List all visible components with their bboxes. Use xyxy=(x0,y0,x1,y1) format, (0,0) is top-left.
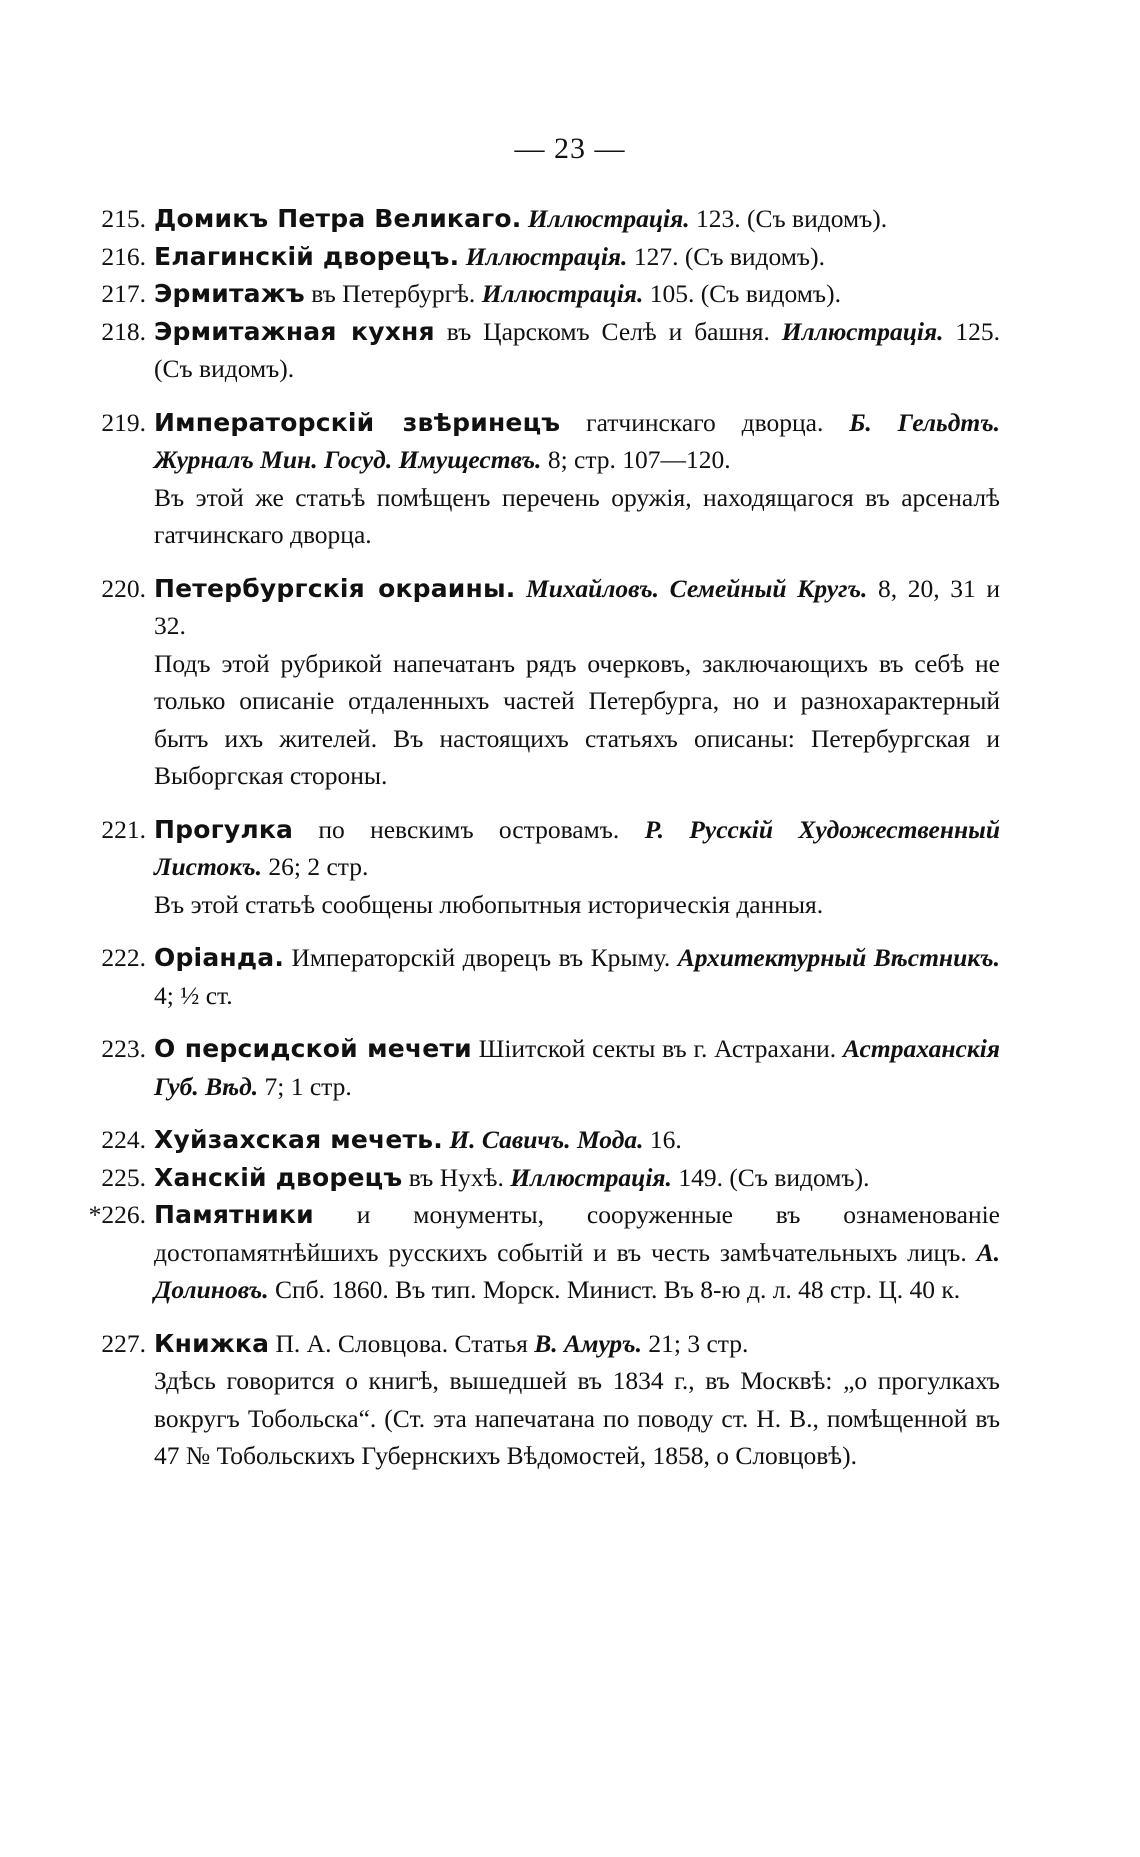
entry-number: 218. xyxy=(101,316,146,346)
entry-subject: Императорскій дворецъ въ Крыму. xyxy=(291,943,671,972)
entry-source: Иллюстрація. xyxy=(465,241,628,271)
entry-number: 224. xyxy=(101,1125,146,1154)
entry-216 xyxy=(80,238,1000,276)
entry-heading: Эрмитажъ xyxy=(154,279,305,308)
entry-heading: Елагинскій дворецъ. xyxy=(154,241,460,271)
entry-number: 225. xyxy=(101,1162,146,1192)
entry-subject: въ Нухѣ. xyxy=(408,1162,504,1192)
entry-heading: Домикъ Петра Великаго. xyxy=(154,204,522,233)
entry-heading: Книжка xyxy=(154,1328,270,1358)
entry-number: 219. xyxy=(101,407,146,437)
entry-details: 16. xyxy=(649,1125,682,1154)
entry-number: 217. xyxy=(101,279,146,308)
entry-215 xyxy=(80,200,1000,238)
entry-number: 223. xyxy=(101,1034,146,1063)
entry-224 xyxy=(80,1121,1000,1159)
entry-source: Астраханскія Губ. Вѣд. xyxy=(154,1034,1000,1101)
entry-source: Михайловъ. Семейный Кругъ. xyxy=(526,573,868,603)
entry-222 xyxy=(80,939,1000,1014)
entry-221 xyxy=(80,811,1000,924)
entry-heading: Эрмитажная кухня xyxy=(154,316,435,346)
entry-source: Иллюстрація. xyxy=(527,204,690,233)
entry-number: 215. xyxy=(101,204,146,233)
entry-220 xyxy=(80,570,1000,795)
entry-details: 8, 20, 31 и 32. xyxy=(154,573,1001,640)
entry-source: Архитектурный Вѣстникъ. xyxy=(677,943,1000,972)
entry-details: 21; 3 стр. xyxy=(648,1328,749,1358)
entry-227 xyxy=(80,1325,1000,1475)
entry-heading: Ханскій дворецъ xyxy=(154,1162,403,1192)
entry-subject: П. А. Словцова. Статья xyxy=(275,1328,528,1358)
entry-number: 221. xyxy=(101,814,146,844)
entry-subject: по невскимъ островамъ. xyxy=(318,814,620,844)
entry-subject: въ Петербургѣ. xyxy=(311,279,476,308)
entry-annotation: Здѣсь говорится о книгѣ, вышедшей въ 1834 г., въ Москвѣ: „о прогулкахъ вокругъ Тобольска“. (Ст. эта напечатана по поводу ст. Н. В., помѣщенной въ 47 № Тобольскихъ Губернскихъ Вѣдомостей, 1858, о Словцовѣ). xyxy=(154,1366,1000,1470)
entry-source: Иллюстрація. xyxy=(510,1162,672,1192)
entry-details: 4; ½ ст. xyxy=(154,980,233,1010)
entry-heading: Прогулка xyxy=(154,814,294,844)
entry-225 xyxy=(80,1159,1000,1197)
entry-subject: гатчинскаго дворца. xyxy=(586,407,824,437)
entry-details: 105. (Съ видомъ). xyxy=(649,279,841,308)
entry-source: Р. Русскій Художественный Листокъ. xyxy=(154,814,1001,881)
entry-heading: О персидской мечети xyxy=(154,1034,472,1063)
entry-217 xyxy=(80,275,1000,313)
entry-details: 127. (Съ видомъ). xyxy=(633,241,825,271)
entry-number: 227. xyxy=(101,1328,146,1358)
entry-number: *226. xyxy=(88,1200,146,1229)
entry-source: И. Савичъ. Мода. xyxy=(449,1125,644,1154)
entry-226 xyxy=(80,1196,1000,1309)
entry-218 xyxy=(80,313,1000,388)
entry-source: Б. Гельдтъ. Журналъ Мин. Госуд. Имуществъ. xyxy=(154,407,1001,474)
entry-heading: Императорскій звѣринецъ xyxy=(154,407,561,437)
entry-subject: Шіитской секты въ г. Астрахани. xyxy=(478,1034,837,1063)
bibliography-list xyxy=(80,200,1000,1475)
entry-details: Спб. 1860. Въ тип. Морск. Минист. Въ 8-ю д. л. 48 стр. Ц. 40 к. xyxy=(274,1275,961,1304)
entry-subject: въ Царскомъ Селѣ и башня. xyxy=(446,316,770,346)
entry-annotation: Въ этой же статьѣ помѣщенъ перечень оружія, находящагося въ арсеналѣ гатчинскаго дворца. xyxy=(154,482,1000,549)
page-number: — 23 — xyxy=(514,132,626,165)
entry-details: 123. (Съ видомъ). xyxy=(695,204,888,233)
entry-annotation: Въ этой статьѣ сообщены любопытныя историческія данныя. xyxy=(154,889,824,919)
entry-number: 216. xyxy=(101,241,146,271)
entry-details: 8; стр. 107—120. xyxy=(547,445,731,474)
entry-source: А. Долиновъ. xyxy=(154,1237,1001,1304)
entry-source: Иллюстрація. xyxy=(481,279,644,308)
entry-heading: Памятники xyxy=(154,1200,314,1229)
entry-annotation: Подъ этой рубрикой напечатанъ рядъ очерковъ, заключающихъ въ себѣ не только описаніе отдаленныхъ частей Петербурга, но и разнохарактерный бытъ ихъ жителей. Въ настоящихъ статьяхъ описаны: Петербургская и Выборгская стороны. xyxy=(154,648,1000,790)
entry-details: 125. (Съ видомъ). xyxy=(154,316,1001,383)
entry-details: 26; 2 стр. xyxy=(268,852,369,881)
entry-219 xyxy=(80,404,1000,554)
entry-details: 149. (Съ видомъ). xyxy=(678,1162,870,1192)
entry-source: Иллюстрація. xyxy=(781,316,944,346)
entry-heading: Хуйзахская мечеть. xyxy=(154,1125,443,1154)
entry-number: 220. xyxy=(101,573,146,603)
entry-number: 222. xyxy=(101,943,146,972)
entry-subject: и монументы, сооруженные въ ознаменованіе достопамятнѣйшихъ русскихъ событій и въ честь замѣчательныхъ лицъ. xyxy=(154,1200,1001,1267)
entry-source: В. Амуръ. xyxy=(534,1328,642,1358)
entry-details: 7; 1 стр. xyxy=(264,1071,352,1101)
entry-223 xyxy=(80,1030,1000,1105)
entry-heading: Оріанда. xyxy=(154,943,285,972)
entry-heading: Петербургскія окраины. xyxy=(154,573,516,603)
